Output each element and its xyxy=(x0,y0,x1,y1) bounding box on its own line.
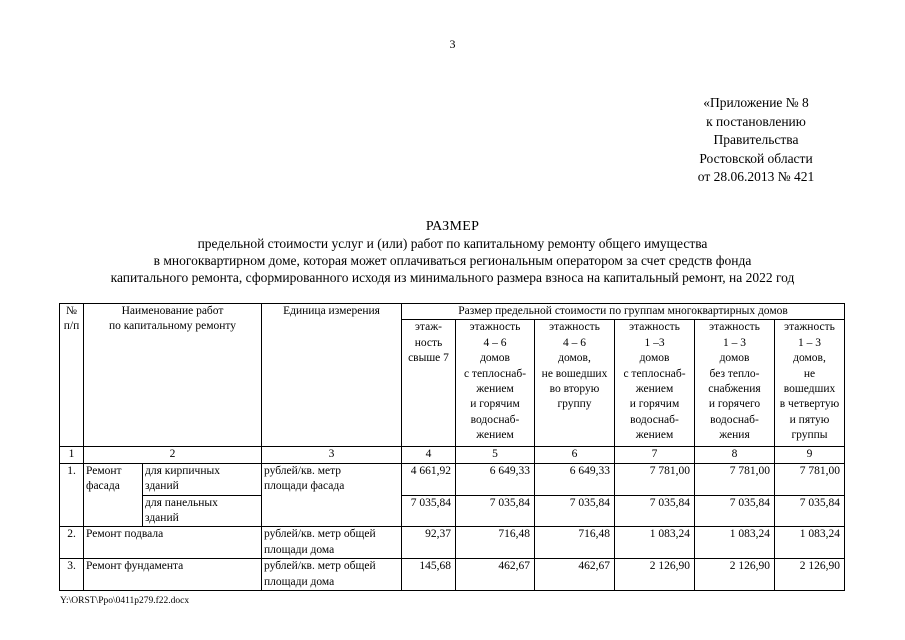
col-number: 4 xyxy=(402,447,456,463)
value-cell: 462,67 xyxy=(535,559,615,591)
col-number: 5 xyxy=(456,447,535,463)
col-number: 9 xyxy=(775,447,845,463)
value-cell: 7 035,84 xyxy=(775,495,845,527)
value-cell: 2 126,90 xyxy=(615,559,695,591)
column-number-row xyxy=(60,447,845,463)
unit-cell: рублей/кв. метр общей площади дома xyxy=(262,527,402,559)
value-cell: 7 035,84 xyxy=(456,495,535,527)
unit-cell: рублей/кв. метр площади фасада xyxy=(262,463,402,527)
unit-cell: рублей/кв. метр общей площади дома xyxy=(262,559,402,591)
table-row xyxy=(60,495,845,527)
sub-work-name: для панельных зданий xyxy=(143,495,262,527)
value-cell: 462,67 xyxy=(456,559,535,591)
appendix-line: Ростовской области xyxy=(699,150,813,166)
table-row xyxy=(60,559,845,591)
value-cell: 1 083,24 xyxy=(775,527,845,559)
heading-line: предельной стоимости услуг и (или) работ по капитальному ремонту общего имущества xyxy=(197,236,708,251)
value-cell: 7 035,84 xyxy=(615,495,695,527)
sub-work-name: для кирпичных зданий xyxy=(143,463,262,495)
value-cell: 7 781,00 xyxy=(775,463,845,495)
value-cell: 7 035,84 xyxy=(535,495,615,527)
cost-table xyxy=(59,303,845,591)
header-num: № п/п xyxy=(60,304,84,447)
col-number: 8 xyxy=(695,447,775,463)
header-group-5: этажность 1 – 3 домов без тепло- снабжения и горячего водоснаб- жения xyxy=(695,320,775,447)
col-number: 1 xyxy=(60,447,84,463)
header-size: Размер предельной стоимости по группам многоквартирных домов xyxy=(402,304,845,320)
heading-line: капитального ремонта, сформированного исходя из минимального размера взноса на капитальный ремонт, на 2022 год xyxy=(110,269,795,285)
value-cell: 7 781,00 xyxy=(615,463,695,495)
col-number: 2 xyxy=(84,447,262,463)
col-number: 3 xyxy=(262,447,402,463)
value-cell: 7 035,84 xyxy=(695,495,775,527)
file-path-footer: Y:\ORST\Ppo\0411p279.f22.docx xyxy=(60,596,190,606)
header-group-6: этажность 1 – 3 домов, не вошедших в четвертую и пятую группы xyxy=(775,320,845,447)
row-number: 1. xyxy=(60,463,84,527)
col-number: 6 xyxy=(535,447,615,463)
value-cell: 145,68 xyxy=(402,559,456,591)
work-name: Ремонт фундамента xyxy=(84,559,262,591)
value-cell: 7 781,00 xyxy=(695,463,775,495)
heading-line: в многоквартирном доме, которая может оплачиваться региональным оператором за счет средств фонда xyxy=(153,252,752,268)
work-name: Ремонт фасада xyxy=(84,463,143,527)
col-number: 7 xyxy=(615,447,695,463)
appendix-line: Правительства xyxy=(713,132,799,147)
row-number: 2. xyxy=(60,527,84,559)
value-cell: 716,48 xyxy=(535,527,615,559)
value-cell: 4 661,92 xyxy=(402,463,456,495)
value-cell: 7 035,84 xyxy=(402,495,456,527)
value-cell: 1 083,24 xyxy=(615,527,695,559)
work-name: Ремонт подвала xyxy=(84,527,262,559)
value-cell: 92,37 xyxy=(402,527,456,559)
appendix-line: «Приложение № 8 xyxy=(703,95,809,110)
value-cell: 2 126,90 xyxy=(695,559,775,591)
header-group-2: этажность 4 – 6 домов с теплоснаб- жением и горячим водоснаб- жением xyxy=(456,320,535,447)
appendix-line: от 28.06.2013 № 421 xyxy=(697,169,815,184)
header-group-3: этажность 4 – 6 домов, не вошедших во вторую группу xyxy=(535,320,615,447)
document-heading xyxy=(40,218,865,286)
table-row xyxy=(60,527,845,559)
header-group-1: этаж- ность свыше 7 xyxy=(402,320,456,447)
header-work-name: Наименование работ по капитальному ремонту xyxy=(84,304,262,447)
value-cell: 6 649,33 xyxy=(535,463,615,495)
value-cell: 2 126,90 xyxy=(775,559,845,591)
value-cell: 716,48 xyxy=(456,527,535,559)
table-row xyxy=(60,463,845,495)
heading-title: РАЗМЕР xyxy=(425,219,480,234)
value-cell: 6 649,33 xyxy=(456,463,535,495)
row-number: 3. xyxy=(60,559,84,591)
appendix-block xyxy=(644,94,868,187)
page-number: 3 xyxy=(449,37,456,51)
header-group-4: этажность 1 –3 домов с теплоснаб- жением и горячим водоснаб- жением xyxy=(615,320,695,447)
header-unit: Единица измерения xyxy=(262,304,402,447)
appendix-line: к постановлению xyxy=(706,113,806,129)
value-cell: 1 083,24 xyxy=(695,527,775,559)
